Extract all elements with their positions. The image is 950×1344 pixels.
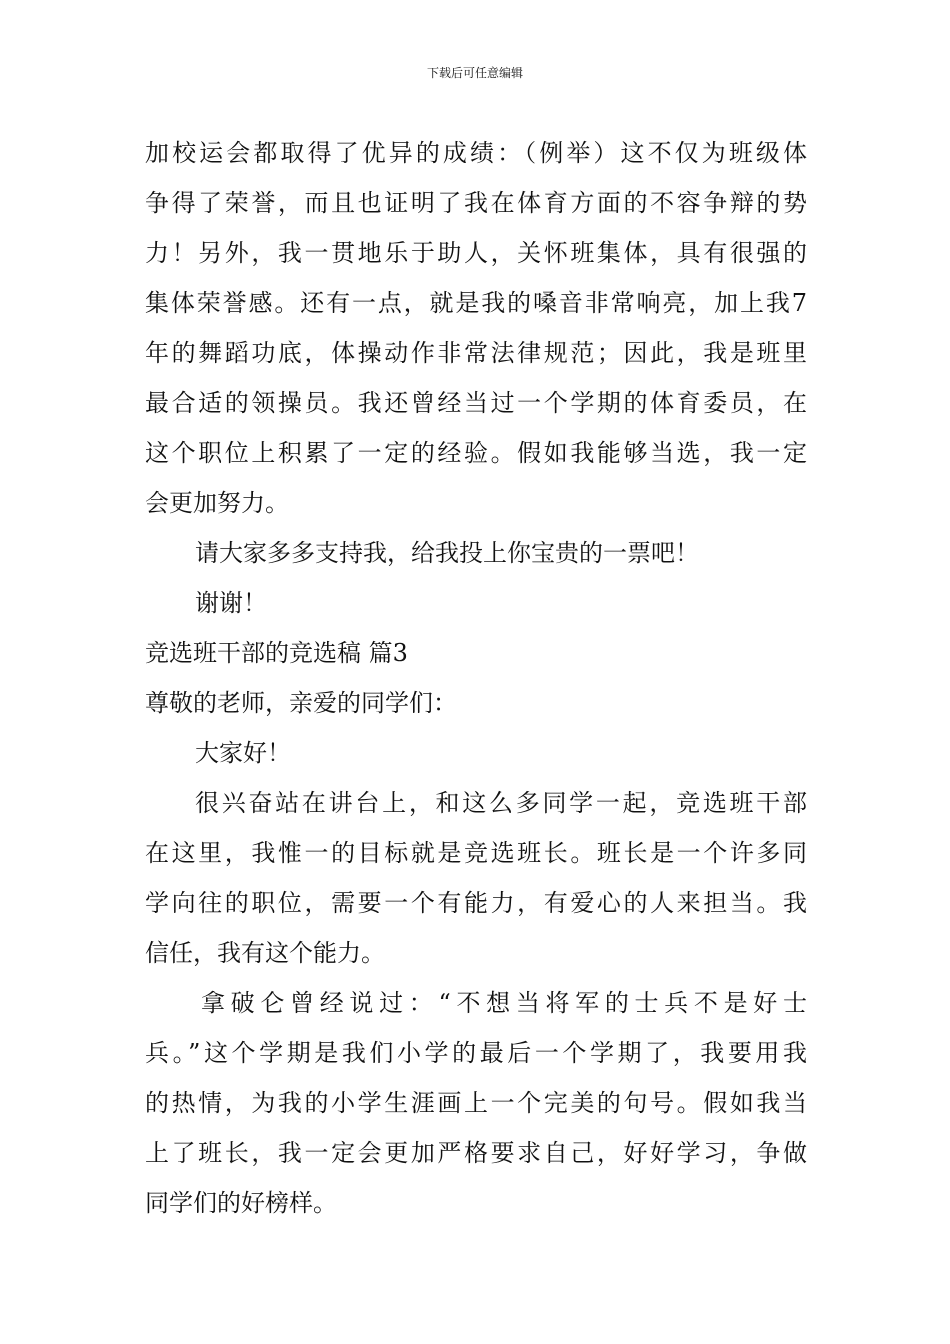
- text-line: 兵。”这个学期是我们小学的最后一个学期了，我要用我: [145, 1039, 807, 1067]
- section-heading: 竞选班干部的竞选稿 篇3: [145, 639, 408, 667]
- greeting: 大家好！: [195, 739, 291, 767]
- text-line: 这个职位上积累了一定的经验。假如我能够当选，我一定: [145, 439, 807, 467]
- text-line: 集体荣誉感。还有一点，就是我的嗓音非常响亮，加上我7: [145, 289, 807, 317]
- text-line: 在这里，我惟一的目标就是竞选班长。班长是一个许多同: [145, 839, 807, 867]
- text-line: 学向往的职位，需要一个有能力，有爱心的人来担当。我: [145, 889, 807, 917]
- text-line: 的热情，为我的小学生涯画上一个完美的句号。假如我当: [145, 1089, 807, 1117]
- salutation: 尊敬的老师，亲爱的同学们：: [145, 689, 457, 717]
- text-line: 上了班长，我一定会更加严格要求自己，好好学习，争做: [145, 1139, 807, 1167]
- text-line: 很兴奋站在讲台上，和这么多同学一起，竞选班干部: [195, 789, 807, 817]
- text-line: 加校运会都取得了优异的成绩：（例举）这不仅为班级体: [145, 139, 807, 167]
- text-line: 拿破仑曾经说过：“不想当将军的士兵不是好士: [201, 989, 807, 1017]
- document-body: [145, 128, 807, 1228]
- text-line: 信任，我有这个能力。: [145, 939, 385, 967]
- text-line: 年的舞蹈功底，体操动作非常法律规范；因此，我是班里: [145, 339, 807, 367]
- text-line: 最合适的领操员。我还曾经当过一个学期的体育委员，在: [145, 389, 807, 417]
- text-line: 会更加努力。: [145, 489, 289, 517]
- text-line: 谢谢！: [195, 589, 267, 617]
- text-line: 请大家多多支持我，给我投上你宝贵的一票吧！: [195, 539, 699, 567]
- page-header: 下载后可任意编辑: [426, 66, 523, 80]
- text-line: 力！另外，我一贯地乐于助人，关怀班集体，具有很强的: [145, 239, 807, 267]
- text-line: 争得了荣誉，而且也证明了我在体育方面的不容争辩的势: [145, 189, 807, 217]
- text-line: 同学们的好榜样。: [145, 1189, 337, 1217]
